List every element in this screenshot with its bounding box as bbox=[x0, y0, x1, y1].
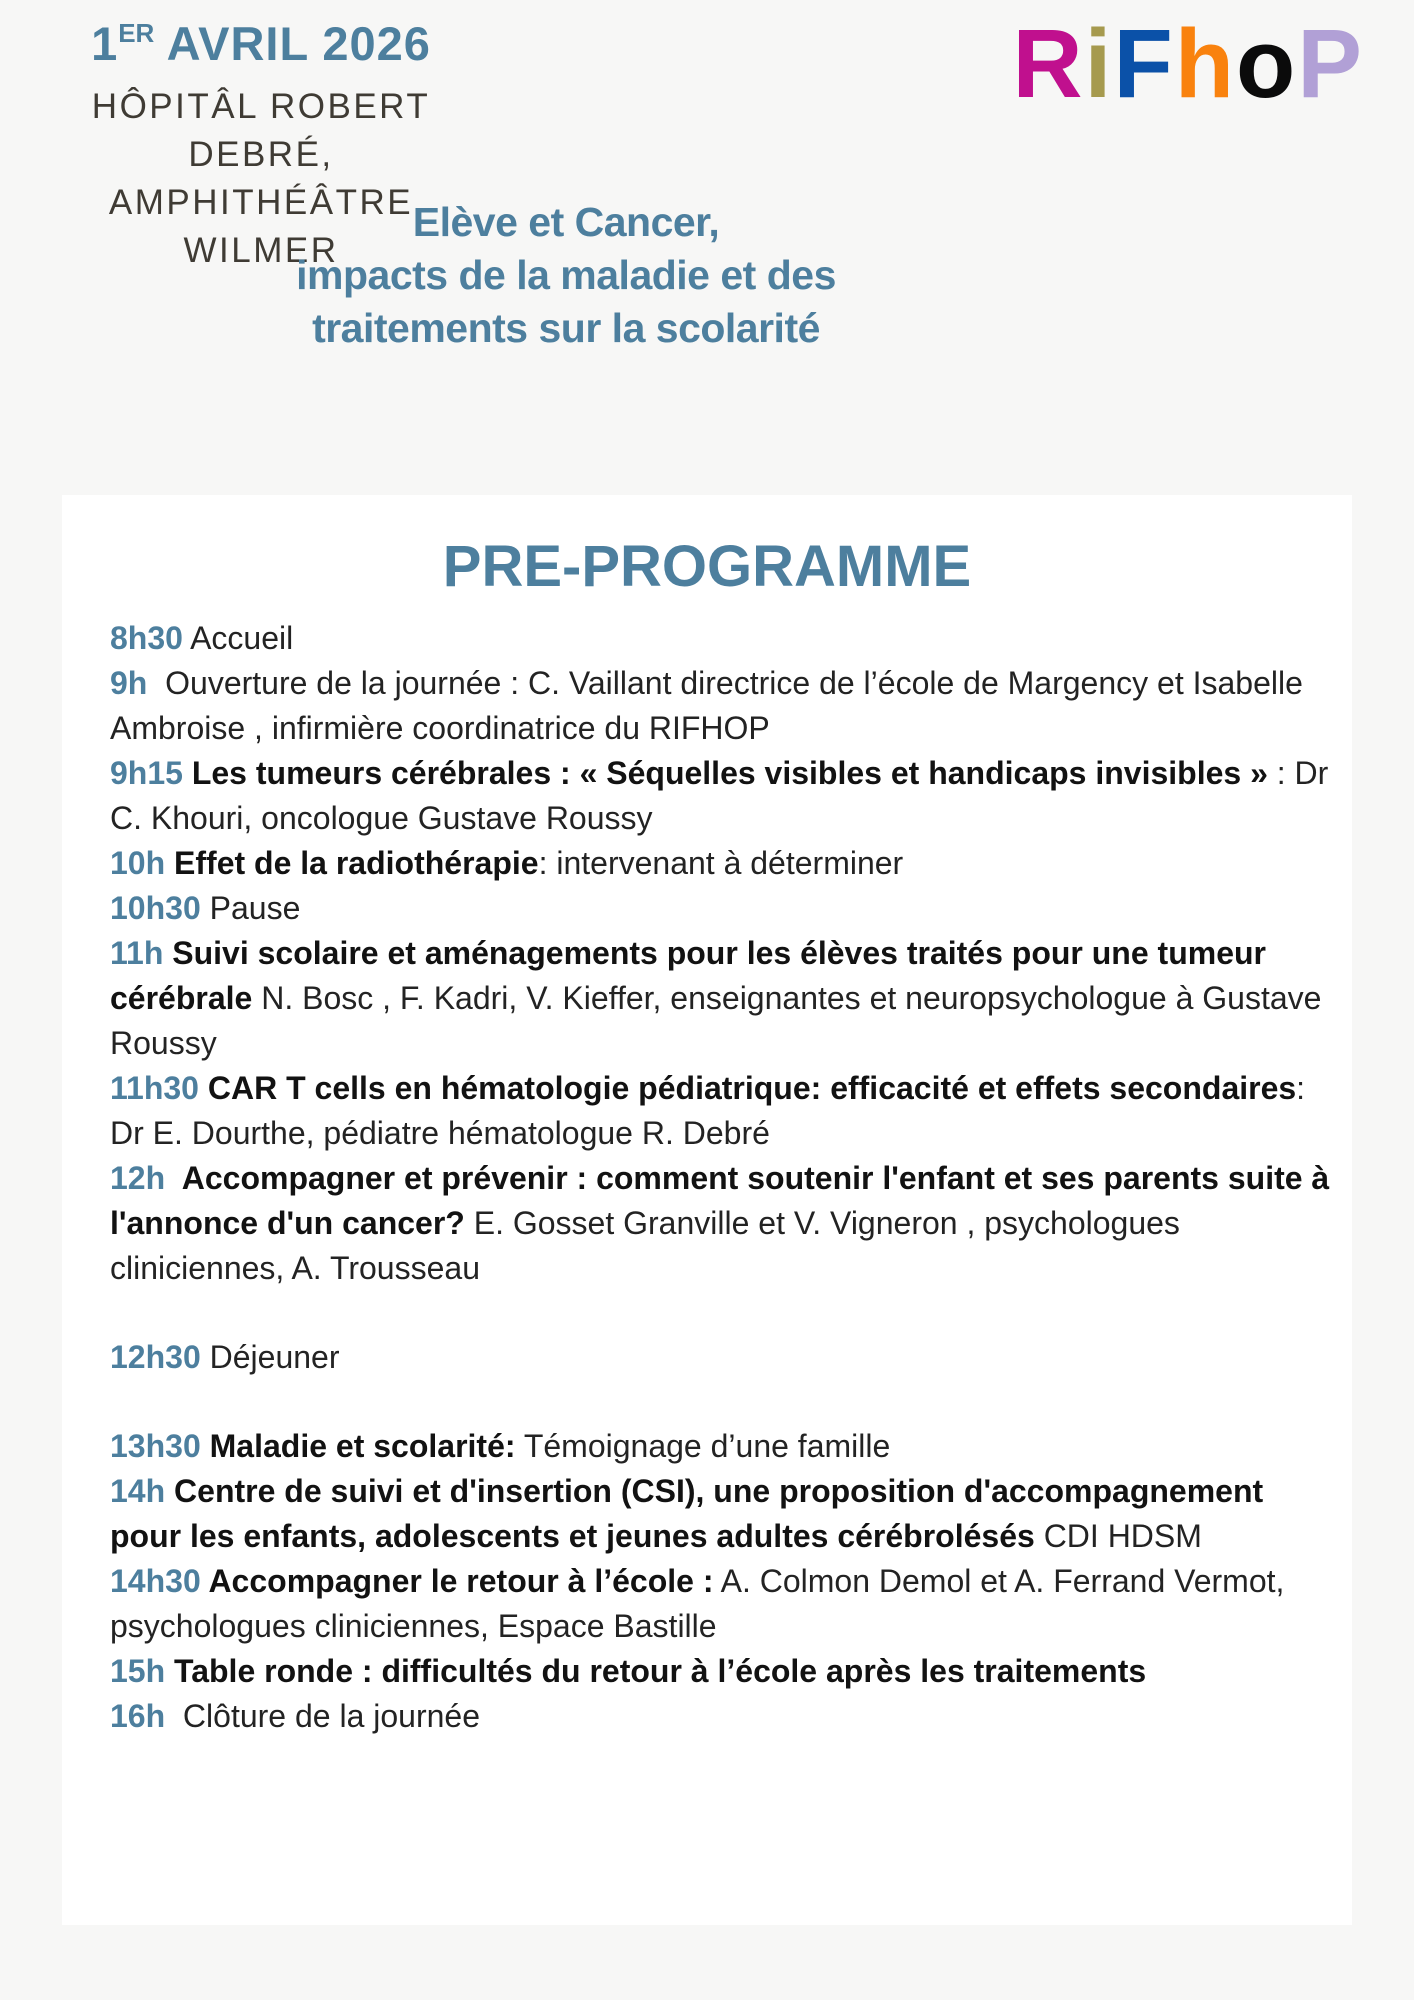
event-date-rest: AVRIL 2026 bbox=[154, 17, 431, 70]
schedule-entry bbox=[110, 1424, 1338, 1469]
entry-time: 16h bbox=[110, 1698, 166, 1734]
event-title-line-2: impacts de la maladie et des bbox=[296, 252, 836, 298]
schedule-list bbox=[110, 616, 1338, 1739]
entry-topic: Les tumeurs cérébrales : « Séquelles visibles et handicaps invisibles » bbox=[182, 755, 1268, 791]
entry-topic: Centre de suivi et d'insertion (CSI), une proposition d'accompagnement pour les enfants, adolescents et jeunes adultes cérébrolésés bbox=[110, 1473, 1273, 1554]
logo-letter-R: R bbox=[1012, 9, 1085, 118]
entry-detail: N. Bosc , F. Kadri, V. Kieffer, enseignantes et neuropsychologue à Gustave Roussy bbox=[110, 980, 1331, 1061]
event-title bbox=[0, 196, 1132, 355]
schedule-entry bbox=[110, 1066, 1338, 1156]
entry-detail: Déjeuner bbox=[200, 1339, 340, 1375]
rifhop-logo bbox=[1012, 8, 1364, 120]
entry-detail: Clôture de la journée bbox=[165, 1698, 480, 1734]
entry-topic: CAR T cells en hématologie pédiatrique: efficacité et effets secondaires bbox=[198, 1070, 1297, 1106]
event-date-number: 1 bbox=[91, 17, 119, 70]
entry-time: 12h30 bbox=[110, 1339, 201, 1375]
program-heading: PRE-PROGRAMME bbox=[442, 534, 972, 599]
venue-line-1: HÔPITÂL ROBERT DEBRÉ, bbox=[91, 87, 431, 174]
schedule-entry bbox=[110, 661, 1338, 751]
schedule-entry bbox=[110, 841, 1338, 886]
entry-time: 10h30 bbox=[110, 890, 201, 926]
entry-topic: Effet de la radiothérapie bbox=[165, 845, 539, 881]
entry-time: 9h bbox=[110, 665, 148, 701]
entry-topic: Suivi scolaire et aménagements pour les élèves traités pour une tumeur cérébrale bbox=[110, 935, 1275, 1016]
entry-detail: CDI HDSM bbox=[1034, 1518, 1202, 1554]
entry-time: 8h30 bbox=[110, 620, 183, 656]
entry-time: 13h30 bbox=[110, 1428, 201, 1464]
event-title-line-3: traitements sur la scolarité bbox=[312, 305, 820, 351]
entry-topic: Accompagner et prévenir : comment soutenir l'enfant et ses parents suite à l'annonce d'un cancer? bbox=[110, 1160, 1339, 1241]
logo-letter-i: i bbox=[1084, 9, 1114, 118]
venue-line-2: AMPHITHÉÂTRE WILMER bbox=[108, 183, 414, 270]
schedule-entry bbox=[110, 1559, 1338, 1649]
entry-detail: : Dr C. Khouri, oncologue Gustave Roussy bbox=[110, 755, 1338, 836]
event-date-ordinal: ER bbox=[118, 18, 155, 48]
entry-detail: Ouverture de la journée : C. Vaillant directrice de l’école de Margency et Isabelle Ambroise , infirmière coordinatrice du RIFHOP bbox=[110, 665, 1311, 746]
entry-detail: Pause bbox=[200, 890, 301, 926]
entry-topic: Accompagner le retour à l’école : bbox=[200, 1563, 714, 1599]
entry-detail: : intervenant à déterminer bbox=[538, 845, 904, 881]
schedule-entry bbox=[110, 886, 1338, 931]
entry-time: 10h bbox=[110, 845, 166, 881]
entry-time: 14h bbox=[110, 1473, 166, 1509]
schedule-entry bbox=[110, 1649, 1338, 1694]
entry-detail: A. Colmon Demol et A. Ferrand Vermot, psychologues cliniciennes, Espace Bastille bbox=[110, 1563, 1294, 1644]
entry-detail: : Dr E. Dourthe, pédiatre hématologue R. Debré bbox=[110, 1070, 1314, 1151]
schedule-entry bbox=[110, 1694, 1338, 1739]
entry-time: 14h30 bbox=[110, 1563, 201, 1599]
event-date bbox=[36, 16, 486, 71]
logo-letter-h: h bbox=[1174, 9, 1237, 118]
logo-letter-o: o bbox=[1236, 9, 1298, 118]
schedule-entry bbox=[110, 1335, 1338, 1380]
entry-time: 11h30 bbox=[110, 1070, 199, 1106]
entry-topic: Maladie et scolarité: bbox=[200, 1428, 516, 1464]
logo-letter-P: P bbox=[1297, 9, 1364, 118]
schedule-entry bbox=[110, 931, 1338, 1066]
schedule-entry bbox=[110, 751, 1338, 841]
entry-detail: Témoignage d’une famille bbox=[515, 1428, 891, 1464]
entry-time: 9h15 bbox=[110, 755, 183, 791]
schedule-entry bbox=[110, 1469, 1338, 1559]
entry-detail: E. Gosset Granville et V. Vigneron , psychologues cliniciennes, A. Trousseau bbox=[110, 1205, 1189, 1286]
entry-time: 15h bbox=[110, 1653, 166, 1689]
entry-topic: Table ronde : difficultés du retour à l’école après les traitements bbox=[165, 1653, 1147, 1689]
entry-time: 12h bbox=[110, 1160, 166, 1196]
schedule-entry bbox=[110, 616, 1338, 661]
schedule-entry bbox=[110, 1156, 1338, 1291]
entry-time: 11h bbox=[110, 935, 164, 971]
program-card bbox=[62, 495, 1352, 1925]
event-title-line-1: Elève et Cancer, bbox=[412, 199, 720, 245]
logo-letter-F: F bbox=[1113, 9, 1175, 118]
entry-detail: Accueil bbox=[182, 620, 294, 656]
